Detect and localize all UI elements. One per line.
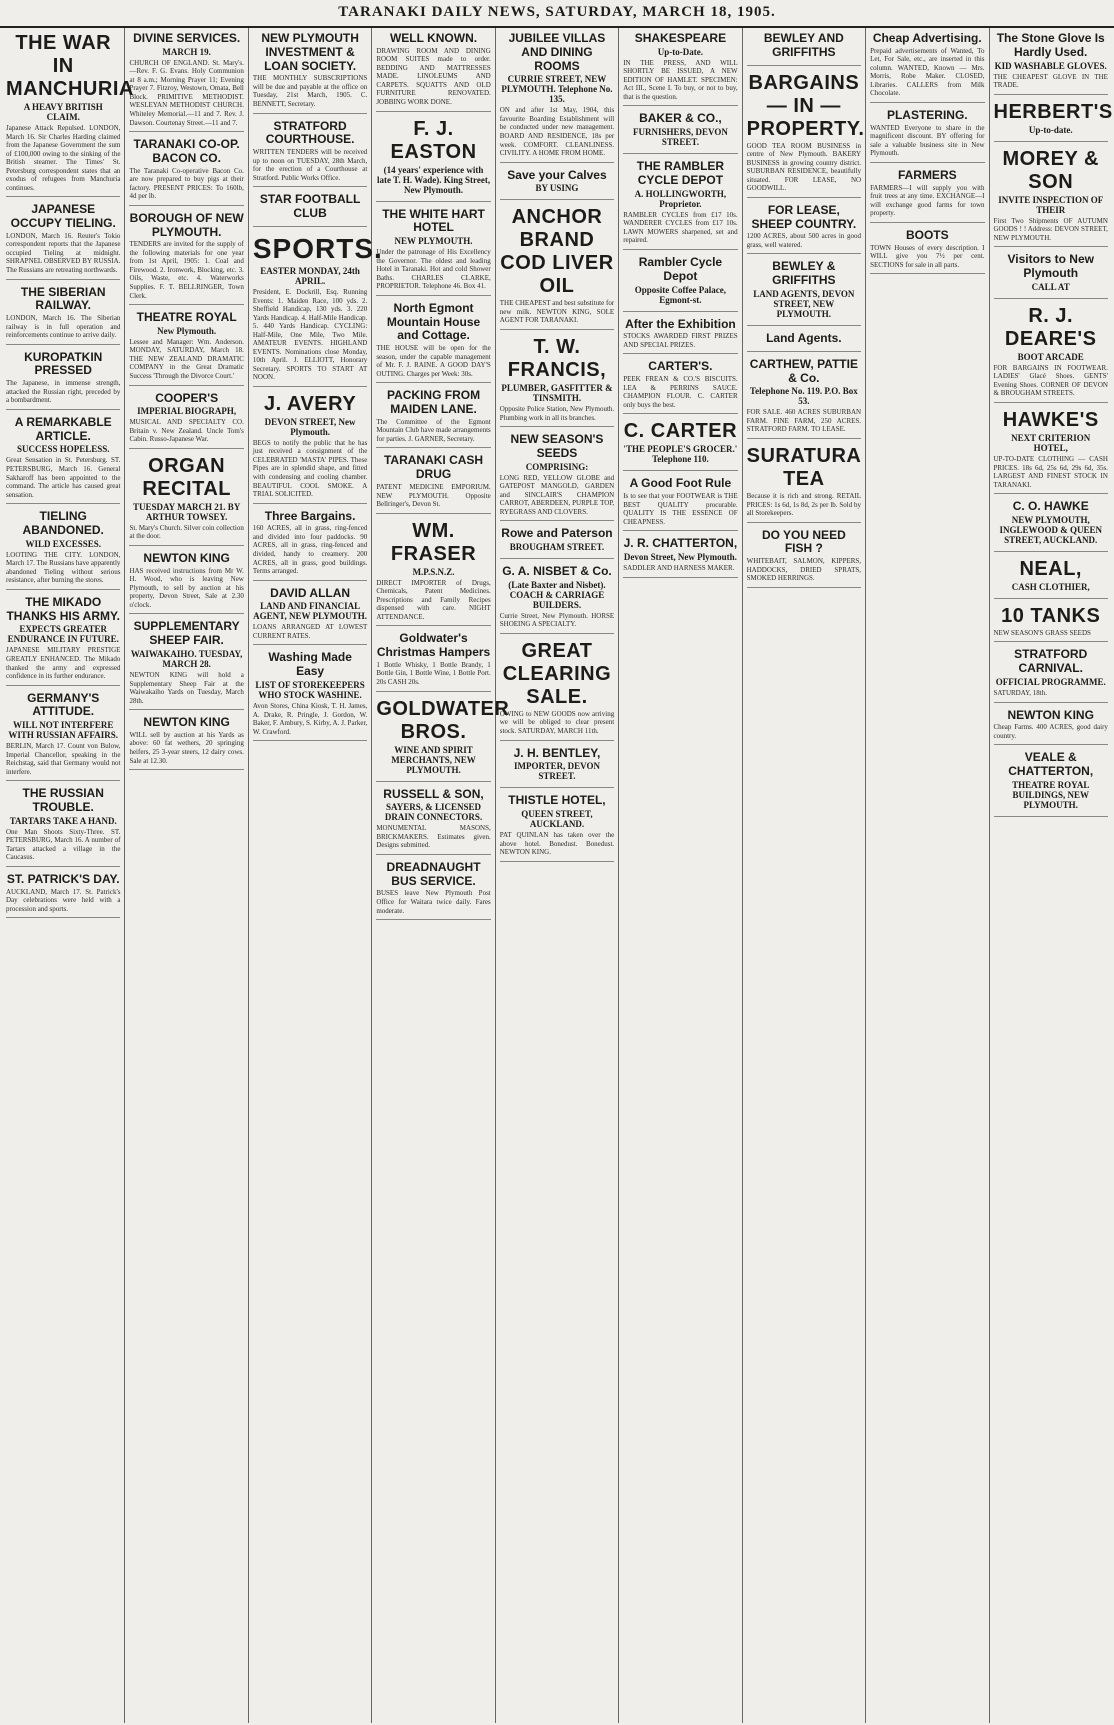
article-headline: BARGAINS — IN — PROPERTY. [746,71,865,140]
article-body: MUSICAL AND SPECIALTY CO. Britain v. New Zealand. Uncle Tom's Cabin. Russo-Japanese War. [129,418,244,444]
article-body: 1200 ACRES, about 500 acres in good grass, well watered. [746,232,862,249]
article [747,260,861,326]
article [376,118,490,202]
article-headline: GERMANY'S ATTITUDE. [27,690,100,719]
column-5 [496,28,619,1723]
article [129,32,243,132]
article [6,351,120,410]
article [376,32,490,112]
article [253,32,367,114]
article [747,358,861,439]
article-body: WANTED Everyone to share in the magnificent discount. BY offering for sale a valuable business site in New Plymouth. [870,123,985,158]
column-1 [2,28,134,1723]
article-headline: Washing Made Easy [268,650,352,679]
article-headline: A Good Foot Rule [629,476,732,491]
article-body: SADDLER AND HARNESS MAKER. [623,564,735,573]
article [994,305,1108,403]
article-headline: Rowe and Paterson [501,526,613,541]
article-subheadline: KID WASHABLE GLOVES. [994,60,1107,71]
article-body: GOOD TEA ROOM BUSINESS in centre of New Plymouth. BAKERY BUSINESS in growing country district. SUBURBAN RESIDENCE, beautifully situated. FOR LEASE, NO GOODWILL. [746,141,862,193]
article-subheadline: DEVON STREET, New Plymouth. [264,416,356,437]
article [500,527,614,559]
article-body: UP-TO-DATE CLOTHING — CASH PRICES. 18s 6d, 25s 6d, 29s 6d, 35s. LARGEST AND FINEST STOCK IN TARANAKI. [993,454,1108,489]
article-headline: NEWTON KING [1007,707,1094,722]
article [6,596,120,686]
article-headline: THE MIKADO THANKS HIS ARMY. [6,594,120,623]
article-headline: THE SIBERIAN RAILWAY. [20,284,106,313]
article [376,208,490,296]
article-headline: Cheap Advertising. [872,31,982,45]
article-headline: TIELING ABANDONED. [22,509,104,537]
article-body: NEWTON KING will hold a Supplementary Sheep Fair at the Waiwakaiho Yards on Tuesday, March 28th. [129,671,244,705]
article-body: AUCKLAND, March 17. St. Patrick's Day celebrations were held with a procession and sports. [6,887,121,913]
article-headline: THE WAR IN MANCHURIA [6,32,134,100]
article [994,751,1108,817]
article-headline: NEWTON KING [143,715,230,730]
article [376,861,490,920]
article-headline: HERBERT'S [993,100,1113,123]
article-body: Because it is rich and strong. RETAIL PRICES: 1s 6d, 1s 8d, 2s per lb. Sold by all Storekeepers. [746,492,862,518]
article-body: THE HOUSE will be open for the season, under the capable management of Mr. F. J. RAINE. A GOOD DAY'S OUTING. Charges per Week: 30s. [376,344,491,378]
article-headline: J. R. CHATTERTON, [623,536,738,551]
article-headline: DAVID ALLAN [270,585,351,600]
article [129,552,243,614]
article-body: BUSES leave New Plymouth Post Office for Waitara twice daily. Fares moderate. [376,889,491,915]
article-subheadline: IMPERIAL BIOGRAPH, [137,406,237,417]
article-headline: Three Bargains. [264,508,356,523]
article-headline: ORGAN RECITAL [142,454,231,500]
article-subheadline: OFFICIAL PROGRAMME. [995,677,1106,688]
article [253,120,367,188]
article [500,794,614,861]
article-headline: SURATURA TEA [746,445,862,491]
article-body: FARMERS—I will supply you with fruit trees at any time. EXCHANGE—I will exchange good farms for town property. [870,183,985,218]
article [376,520,490,627]
article-headline: STAR FOOTBALL CLUB [259,192,361,221]
article [623,32,737,106]
article-subheadline: TUESDAY MARCH 21. BY ARTHUR TOWSEY. [132,501,241,522]
article-subheadline: 'THE PEOPLE'S GROCER.' Telephone 110. [623,444,738,465]
article [994,648,1108,702]
article-headline: SPORTS. [252,232,383,264]
article-body: JAPANESE MILITARY PRESTIGE GREATLY ENHANCED. The Mikado thanked the army and expressed confidence in its further endurance. [6,646,121,681]
article [252,232,383,387]
article-body: WILL sell by auction at his Yards as above: 60 fat wethers, 20 springing heifers, 25 3-year steers, 12 dairy cows. Sale at 12.30. [129,730,244,765]
article [747,32,861,66]
article-subheadline: CALL AT [1031,281,1070,292]
article [747,529,861,588]
article-headline: NEWTON KING [143,550,230,565]
article-headline: BOOTS [905,227,949,242]
article-subheadline: A HEAVY BRITISH CLAIM. [23,102,103,122]
article-headline: T. W. FRANCIS, [507,335,607,381]
article-subheadline: A. HOLLINGWORTH, Proprietor. [634,188,727,209]
article-headline: NEW PLYMOUTH INVESTMENT & LOAN SOCIETY. [261,31,359,73]
article-body: THE MONTHLY SUBSCRIPTIONS will be due and payable at the office on Tuesday, 21st March, 1905. C. BENNETT, Secretary. [252,74,368,108]
article [993,100,1113,142]
article-subheadline: WILL NOT INTERFERE WITH RUSSIAN AFFAIRS. [8,720,119,741]
article [994,148,1108,248]
article-headline: R. J. DEARE'S [1004,304,1097,350]
article [623,360,737,414]
article-headline: C. O. HAWKE [1012,499,1089,514]
article [500,640,614,741]
article-body: STOCKS AWARDED FIRST PRIZES AND SPECIAL PRIZES. [623,332,738,349]
article-headline: J. AVERY [264,392,357,415]
article [994,605,1108,643]
article-subheadline: New Plymouth. [157,325,217,336]
article [6,32,134,197]
article-body: LONDON, March 16. Reuter's Tokio correspondent reports that the Japanese occupied Tieling at midnight. SHRAPNEL OBSERVED BY RUSSIA. The Russians are retreating northwards. [6,231,121,274]
article-body: Lessee and Manager: Wm. Anderson. MONDAY, SATURDAY, March 18. THE NEW ZEALAND DRAMATIC COMPANY in the Great Dramatic Success 'Through the Divorce Court.' [129,337,244,380]
article-body: TOWN Houses of every description. I WILL give you 7½ per cent. SECTIONS for sale in all parts. [870,243,985,269]
column-3 [249,28,383,1723]
article [623,537,737,577]
article [6,787,120,867]
article-subheadline: (Late Baxter and Nisbet). COACH & CARRIAGE BUILDERS. [508,579,606,610]
article [994,558,1108,599]
article-body: ON and after 1st May, 1904, this favourite Boarding Establishment will be conducted under new management. BOARD AND RESIDENCE, 18s per week. COMFORT. CLEANLINESS. CIVILITY. A HOME FROM HOME. [499,106,615,158]
columns-container [2,28,1112,1723]
article-headline: TARANAKI CO-OP. BACON CO. [133,137,240,165]
article-headline: Save your Calves [507,167,607,182]
article-subheadline: THEATRE ROYAL BUILDINGS, NEW PLYMOUTH. [1012,780,1090,810]
article-headline: DREADNAUGHT BUS SERVICE. [386,859,481,888]
article [746,71,865,198]
article-headline: Goldwater's Christmas Hampers [376,631,491,660]
article-body: THE CHEAPEST GLOVE IN THE TRADE. [993,72,1108,90]
article-subheadline: LAND AND FINANCIAL AGENT, NEW PLYMOUTH. [253,601,368,622]
article-body: PAT QUINLAN has taken over the above hotel. Bonedust. Bonedust. NEWTON KING. [499,831,615,857]
article-subheadline: BROUGHAM STREET. [509,542,605,553]
article-headline: PACKING FROM MAIDEN LANE. [386,388,481,417]
column-8 [866,28,989,1723]
column-2 [125,28,248,1723]
article [253,587,367,646]
article-subheadline: WINE AND SPIRIT MERCHANTS, NEW PLYMOUTH. [391,744,476,775]
article-subheadline: PLUMBER, GASFITTER & TINSMITH. [501,382,613,403]
article [870,169,984,223]
article [623,420,737,471]
article-body: Is to see that your FOOTWEAR is THE BEST QUALITY procurable. QUALITY IS THE ESSENCE OF CHEAPNESS. [623,492,738,526]
article-body: TENDERS are invited for the supply of the following materials for one year from 1st April, 1905: 1. Coal and Firewood. 2. Ironwork, Blocking, etc. 3. Oils, Waste, etc. 4. Waterworks Supplies. F. T. BELLRINGER, Town Clerk. [129,240,244,300]
article [376,788,490,855]
article-headline: GREAT CLEARING SALE. [502,639,612,708]
article-body: Great Sensation in St. Petersburg. ST. PETERSBURG, March 16. General Sakharoff has been appointed to the command. The article has caused great sensation. [6,456,121,499]
article-headline: THE RAMBLER CYCLE DEPOT [636,159,725,188]
article-headline: Land Agents. [766,331,842,346]
article-subheadline: SUCCESS HOPELESS. [16,444,110,455]
article-headline: MOREY & SON [1002,147,1099,193]
article-subheadline: EXPECTS GREATER ENDURANCE IN FUTURE. [7,624,119,645]
article-body: DRAWING ROOM AND DINING ROOM SUITES made to order. BEDDING AND MATTRESSES MADE. LINOLEUMS AND CARPETS. SQUATTS AND OLD FURNITURE RENOVATED. JOBBING WORK DONE. [376,46,491,106]
article-body: The Japanese, in immense strength, attacked the Russian right, preceded by a bombardment. [6,379,121,405]
article-subheadline: INVITE INSPECTION OF THEIR [998,194,1104,215]
article-headline: The Stone Glove Is Hardly Used. [996,31,1105,59]
article [376,454,490,513]
article [623,318,737,355]
article-subheadline: CASH CLOTHIER, [1011,581,1090,592]
article-body: BERLIN, March 17. Count von Bulow, Imperial Chancellor, speaking in the Reichstag, said that Germany would not interfere. [6,742,121,776]
article [623,112,737,154]
article-headline: JAPANESE OCCUPY TIELING. [10,202,116,231]
article-headline: J. H. BENTLEY, [513,745,601,760]
article-body: 1 Bottle Whisky, 1 Bottle Brandy, 1 Bottle Gin, 1 Bottle Wine, 1 Bottle Port. 20s CASH 20s. [376,660,491,686]
article [129,455,243,546]
article [500,206,614,330]
article [994,709,1108,746]
article-headline: ST. PATRICK'S DAY. [6,872,120,886]
article-subheadline: IMPORTER, DEVON STREET. [513,761,600,782]
article [623,160,737,250]
article [253,510,367,581]
article [747,332,861,352]
article [500,565,614,634]
article-headline: DO YOU NEED FISH ? [761,527,846,556]
article-headline: DIVINE SERVICES. [133,31,241,45]
article [253,651,367,741]
article-body: 160 ACRES, all in grass, ring-fenced and divided into four paddocks. 90 ACRES, all in grass, ring-fenced and divided, handy to creamery. 200 ACRES, all in grass, good buildings. Terms arranged. [252,524,368,576]
article-headline: C. CARTER [623,420,738,443]
article [870,32,984,103]
article [500,336,614,427]
article [376,697,510,782]
article-body: Prepaid advertisements of Wanted, To Let, For Sale, etc., are inserted in this column. WANTED, Known — Mrs. Morris, Robe Maker. CLOSED, Libraries. CALLERS from Milk Chocolate. [870,46,985,98]
article-headline: COOPER'S [155,390,219,405]
article [129,620,243,710]
article-headline: HAWKE'S [1002,408,1099,431]
article-body: St. Mary's Church. Silver coin collection at the door. [129,523,244,541]
article-body: LONG RED, YELLOW GLOBE and GATEPOST MANGOLD, GARDEN and SINCLAIR'S CHAMPION CARROT, ABERDEEN, PURPLE TOP, RYEGRASS AND CLOVERS. [499,473,615,516]
article [129,716,243,770]
article-body: DIRECT IMPORTER of Drugs, Chemicals, Patent Medicines. Prescriptions and Family Recipes dispensed with care. NIGHT ATTENDANCE. [376,578,491,621]
article-subheadline: Up-to-Date. [657,46,704,57]
article-headline: PLASTERING. [886,107,968,122]
article-headline: THISTLE HOTEL, [508,793,606,808]
article-headline: G. A. NISBET & Co. [502,564,612,579]
article-subheadline: WAIWAKAIHO. TUESDAY, MARCH 28. [130,649,243,670]
article-headline: 10 TANKS [1001,604,1101,627]
article-subheadline: Devon Street, New Plymouth. [623,552,737,563]
article-subheadline: Up-to-date. [1028,124,1073,135]
article-body: President, E. Dockrill, Esq. Running Events: 1. Maiden Race, 100 yds. 2. Sheffield Handicap, 130 yds. 3. 220 Yards Handicap. 4. Half-Mile Handicap. 5. 440 Yards Handicap. CYCLING: Half-Mile, One Mile, Two Mile. AMATEUR EVENTS. HIGHLAND EVENTS. Nominations close Monday, 10th April. J. ELLIOTT, Honorary Secretary. SPORTS TO START AT NOON. [252,288,368,382]
article-headline: WM. FRASER [390,519,477,565]
article-headline: F. J. EASTON [390,117,477,163]
article [870,229,984,274]
article-body: PATENT MEDICINE EMPORIUM. NEW PLYMOUTH. Opposite Bellringer's, Devon St. [376,483,491,509]
article-subheadline: QUEEN STREET, AUCKLAND. [521,809,593,830]
article-headline: CARTHEW, PATTIE & Co. [749,356,858,385]
article-headline: STRATFORD COURTHOUSE. [265,118,355,147]
article-headline: BOROUGH OF NEW PLYMOUTH. [129,210,244,239]
article [870,109,984,163]
article-subheadline: FURNISHERS, DEVON STREET. [632,127,728,148]
article [129,392,243,449]
article-subheadline: SAYERS, & LICENSED DRAIN CONNECTORS. [384,802,483,823]
article [6,692,120,782]
article-body: Cheap Farms. 400 ACRES, good dairy country. [993,723,1108,740]
article-subheadline: COMPRISING: [525,461,589,472]
article-headline: BEWLEY AND GRIFFITHS [763,31,844,59]
article-body: FOR SALE. 460 ACRES SUBURBAN FARM. FINE FARM, 250 ACRES. STRATFORD FARM. TO LEASE. [746,408,862,434]
article-body: HAS received instructions from Mr W. H. Wood, who is leaving New Plymouth, to sell by auction at his property, Devon Street, Sale at 2.30 o'clock. [129,566,244,609]
article [253,193,367,227]
article-subheadline: NEW PLYMOUTH. [394,236,473,247]
article-headline: NEW SEASON'S SEEDS [510,432,604,460]
article [129,212,243,305]
article [994,253,1108,299]
column-6 [619,28,742,1723]
article-body: SATURDAY, 18th. [993,689,1047,698]
article [994,409,1108,494]
article-headline: SHAKESPEARE [634,31,727,45]
article [500,169,614,201]
article-headline: RUSSELL & SON, [383,786,484,801]
article-body: Avon Stores, China Kiosk, T. H. James, A. Drake, R. Pringle, J. Gordon, W. Baker, F. Ambury, S. Kirby, A. J. Parker, W. Crawford. [252,702,368,736]
article-subheadline: WILD EXCESSES. [25,538,101,549]
article-headline: THE WHITE HART HOTEL [382,206,485,235]
article [376,302,490,384]
article [747,445,861,523]
article-headline: TARANAKI CASH DRUG [383,453,484,482]
article-body: THE CHEAPEST and best substitute for new milk. NEWTON KING, SOLE AGENT FOR TARANAKI. [499,299,615,325]
article-headline: THE RUSSIAN TROUBLE. [22,786,104,815]
article-body: BEGS to notify the public that he has just received a consignment of the CELEBRATED 'MASTA' PIPES. These Pipes are in splendid shape, and fitted with condensing and cooling chamber. BEAUTIFUL COOL SMOKE. A TRIAL SOLICITED. [252,438,368,499]
article-headline: JUBILEE VILLAS AND DINING ROOMS [508,31,606,73]
article-body: One Man Shoots Sixty-Three. ST. PETERSBURG, March 16. A number of Tartars attacked a village in the Caucasus. [6,827,121,862]
article [500,433,614,521]
article-body: CHURCH OF ENGLAND. St. Mary's.—Rev. F. G. Evans. Holy Communion at 8 a.m.; Morning Prayer 11; Evening Prayer 7. Fitzroy, Westown, Omata, Bell Block. PRIMITIVE METHODIST. WESLEYAN METHODIST CHURCH. Whiteley Memorial.—11 and 7. Rev. J. Dawson. Courtenay Street.—11 and 7. [129,58,244,127]
article-body: Opposite Police Station, New Plymouth. Plumbing work in all its branches. [499,404,615,422]
article [129,311,243,385]
article [129,138,243,206]
article-headline: FOR LEASE, SHEEP COUNTRY. [751,202,857,231]
article-body: MONUMENTAL MASONS, BRICKMAKERS. Estimates given. Designs submitted. [376,824,491,850]
article-body: RAMBLER CYCLES from £17 10s. WANDERER CYCLES from £17 10s. LAWN MOWERS sharpened, set and repaired. [623,210,738,245]
article [994,32,1108,95]
article-headline: North Egmont Mountain House and Cottage. [386,300,481,343]
article-headline: NEAL, [1019,557,1082,580]
article [500,32,614,163]
article-subheadline: EASTER MONDAY, 24th APRIL. [260,266,360,287]
article-body: Under the patronage of His Excellency the Governor. The oldest and leading Hotel in Taranaki. Hot and cold Shower Baths. CHARLES CLARKE, PROPRIETOR. Telephone 46. Box 41. [376,248,491,291]
article-subheadline: Opposite Coffee Palace, Egmont-st. [634,284,727,305]
article-subheadline: BOOT ARCADE [1017,351,1084,362]
article [6,510,120,590]
article-headline: VEALE & CHATTERTON, [1008,750,1094,779]
article-body: The Taranaki Co-operative Bacon Co. are now prepared to buy pigs at their factory. PRESENT PRICES: To 160lb, 4d per lb. [129,166,244,201]
article-subheadline: TARTARS TAKE A HAND. [9,815,117,826]
article [376,632,490,691]
article-headline: A REMARKABLE ARTICLE. [14,414,112,443]
article-body: LONDON, March 16. The Siberian railway is in full operation and reinforcements continue to arrive daily. [6,314,121,340]
column-4 [372,28,510,1723]
article-body: Japanese Attack Repulsed. LONDON, March 16. Sir Charles Harding claimed from the Japanese Government the sum of £100,000 owing to the sinking of the British steamer. The Times' St. Petersburg correspondent states that an exodus of refugees from Manchuria continues. [6,124,121,192]
article-subheadline: NEXT CRITERION HOTEL, [1011,432,1091,453]
article-headline: SUPPLEMENTARY SHEEP FAIR. [133,619,240,648]
column-9 [990,28,1112,1723]
article-headline: Rambler Cycle Depot [638,254,723,283]
article-subheadline: LAND AGENTS, DEVON STREET, NEW PLYMOUTH. [753,289,855,320]
article [994,500,1108,552]
article-subheadline: LIST OF STOREKEEPERS WHO STOCK WASHINE. [255,680,365,701]
article-body: LOANS ARRANGED AT LOWEST CURRENT RATES. [252,623,368,640]
article-headline: KUROPATKIN PRESSED [24,349,103,378]
article-body: First Two Shipments OF AUTUMN GOODS ! ! Address: DEVON STREET, NEW PLYMOUTH. [993,216,1108,242]
article-body: Currie Street, New Plymouth. HORSE SHOEING A SPECIALTY. [499,611,615,629]
article-body: LOOTING THE CITY. LONDON, March 17. The Russians have apparently abandoned Tieling without serious resistance, after burning the stores. [6,550,121,585]
article-body: WHITEBAIT, SALMON, KIPPERS, HADDOCKS, DRIED SPRATS, SMOKED HERRINGS. [746,557,862,583]
article-subheadline: NEW PLYMOUTH, INGLEWOOD & QUEEN STREET, AUCKLAND. [999,514,1102,545]
article-headline: BEWLEY & GRIFFITHS [772,259,836,288]
article-headline: STRATFORD CARNIVAL. [1014,647,1088,676]
article [623,256,737,312]
article [6,416,120,504]
article-headline: BAKER & CO., [639,111,722,126]
article-body: WRITTEN TENDERS will be received up to noon on TUESDAY, 28th March, for the erection of a Courthouse at Stratford. Public Works Office. [252,148,368,182]
article [376,389,490,448]
article [6,286,120,345]
article-body: IN THE PRESS, AND WILL SHORTLY BE ISSUED, A NEW EDITION OF HAMLET. SPECIMEN: Act III., Scene I. To buy, or not to buy, that is the question. [623,58,738,101]
article-body: FOR BARGAINS IN FOOTWEAR. LADIES' Glacé Shoes. GENTS' Evening Shoes. CORNER OF DEVON & BROUGHAM STREETS. [993,363,1108,398]
article-headline: CARTER'S. [648,359,713,374]
article-subheadline: BY USING [535,183,579,194]
article-subheadline: Telephone No. 119. P.O. Box 53. [749,386,858,407]
article [6,873,120,918]
article-body: NEW SEASON'S GRASS SEEDS [993,628,1091,637]
article-subheadline: M.P.S.N.Z. [412,566,455,577]
article-headline: GOLDWATER BROS. [376,697,510,743]
article-subheadline: CURRIE STREET, NEW PLYMOUTH. Telephone No. 135. [501,74,613,105]
article-headline: FARMERS [897,167,957,182]
article [747,204,861,255]
article-subheadline: (14 years' experience with late T. H. Wade). King Street, New Plymouth. [376,164,491,195]
article [6,203,120,279]
article-body: OWING to NEW GOODS now arriving we will be obliged to clear present stock. SATURDAY, MARCH 11th. [499,709,615,735]
article [500,747,614,789]
article-body: The Committee of the Egmont Mountain Club have made arrangements for parties. J. GARNER, Secretary. [376,417,491,443]
article-headline: ANCHOR BRAND COD LIVER OIL [500,206,614,298]
article [253,393,367,504]
article-headline: After the Exhibition [625,316,736,331]
article-body: PEEK FREAN & CO.'S BISCUITS. LEA & PERRINS SAUCE. CHAMPION FLOUR. C. CARTER only buys the best. [623,375,738,409]
article-headline: THEATRE ROYAL [136,310,237,325]
article [623,477,737,531]
masthead: TARANAKI DAILY NEWS, SATURDAY, MARCH 18, 1905. [0,0,1114,28]
article-subheadline: MARCH 19. [162,46,211,57]
article-headline: Visitors to New Plymouth [1007,252,1094,281]
article-headline: WELL KNOWN. [389,31,478,45]
column-7 [743,28,866,1723]
